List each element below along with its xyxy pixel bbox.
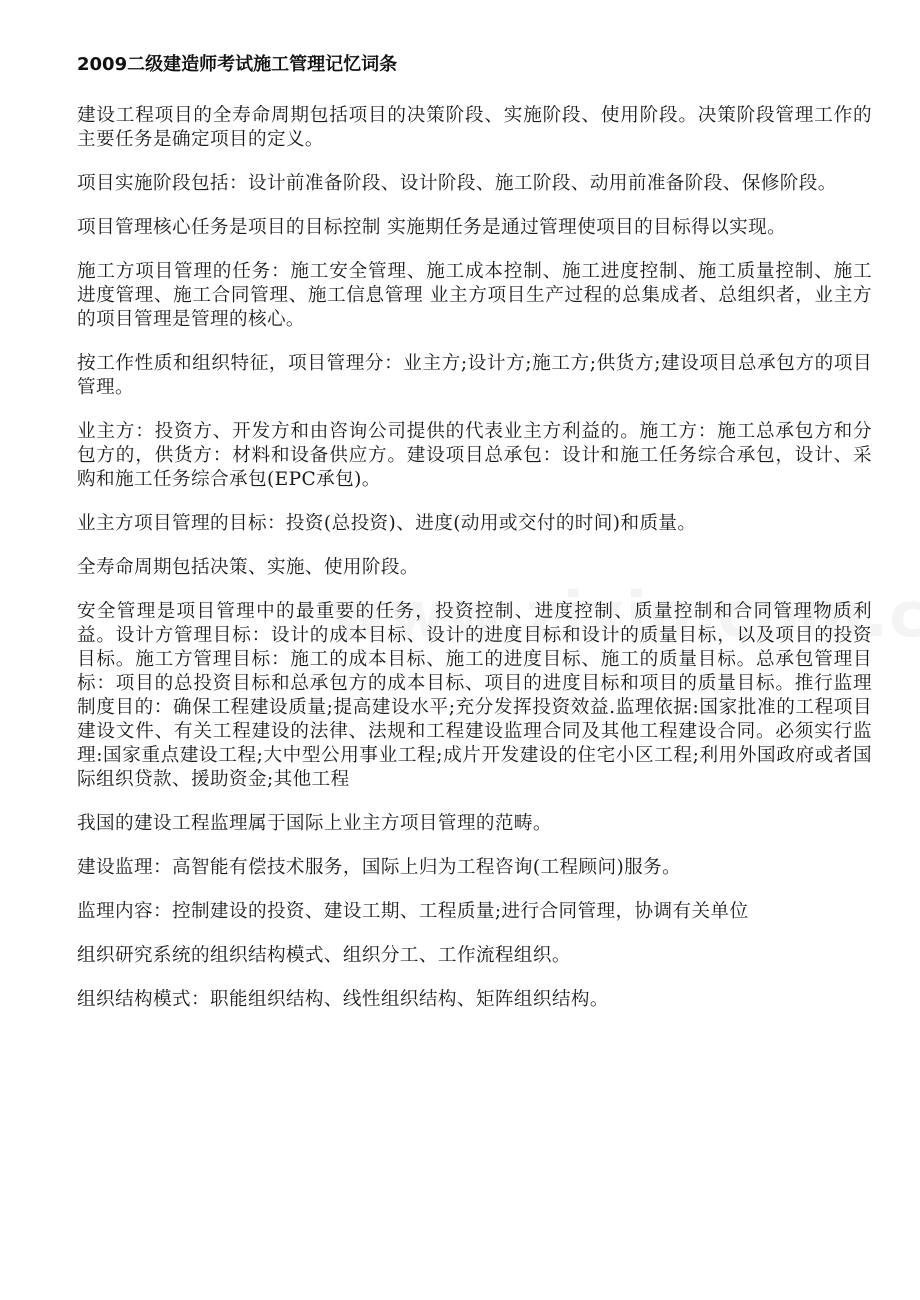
paragraph: 业主方：投资方、开发方和由咨询公司提供的代表业主方利益的。施工方：施工总承包方和分包方的，供货方：材料和设备供应方。建设项目总承包：设计和施工任务综合承包，设计、采购和施工任务综合承包(EPC承包)。 <box>77 421 872 490</box>
paragraph: 建设监理：高智能有偿技术服务，国际上归为工程咨询(工程顾问)服务。 <box>77 857 682 878</box>
paragraph: 施工方项目管理的任务：施工安全管理、施工成本控制、施工进度控制、施工质量控制、施工进度管理、施工合同管理、施工信息管理 业主方项目生产过程的总集成者、总组织者，业主方的项目管理是管理的核心。 <box>77 261 872 330</box>
paragraph: 组织研究系统的组织结构模式、组织分工、工作流程组织。 <box>77 945 571 966</box>
paragraph: 业主方项目管理的目标：投资(总投资)、进度(动用或交付的时间)和质量。 <box>77 513 697 534</box>
paragraph: 监理内容：控制建设的投资、建设工期、工程质量;进行合同管理，协调有关单位 <box>77 901 749 922</box>
paragraph: 建设工程项目的全寿命周期包括项目的决策阶段、实施阶段、使用阶段。决策阶段管理工作的主要任务是确定项目的定义。 <box>77 105 872 150</box>
document-title: 2009二级建造师考试施工管理记忆词条 <box>77 54 398 75</box>
document-page <box>77 52 872 1032</box>
paragraph: 按工作性质和组织特征，项目管理分：业主方;设计方;施工方;供货方;建设项目总承包方的项目管理。 <box>77 353 872 398</box>
paragraph: 组织结构模式：职能组织结构、线性组织结构、矩阵组织结构。 <box>77 989 609 1010</box>
paragraph: 安全管理是项目管理中的最重要的任务，投资控制、进度控制、质量控制和合同管理物质利益。设计方管理目标：设计的成本目标、设计的进度目标和设计的质量目标，以及项目的投资目标。施工方管理目标：施工的成本目标、施工的进度目标、施工的质量目标。总承包管理目标：项目的总投资目标和总承包方的成本目标、项目的进度目标和项目的质量目标。推行监理制度目的：确保工程建设质量;提高建设水平;充分发挥投资效益.监理依据:国家批准的工程项目建设文件、有关工程建设的法律、法规和工程建设监理合同及其他工程建设合同。必须实行监理:国家重点建设工程;大中型公用事业工程;成片开发建设的住宅小区工程;利用外国政府或者国际组织贷款、援助资金;其他工程 <box>77 601 872 790</box>
paragraph: 我国的建设工程监理属于国际上业主方项目管理的范畴。 <box>77 813 552 834</box>
paragraph: 项目实施阶段包括：设计前准备阶段、设计阶段、施工阶段、动用前准备阶段、保修阶段。 <box>77 173 837 194</box>
paragraph: 全寿命周期包括决策、实施、使用阶段。 <box>77 557 419 578</box>
paragraph: 项目管理核心任务是项目的目标控制 实施期任务是通过管理使项目的目标得以实现。 <box>77 217 787 238</box>
